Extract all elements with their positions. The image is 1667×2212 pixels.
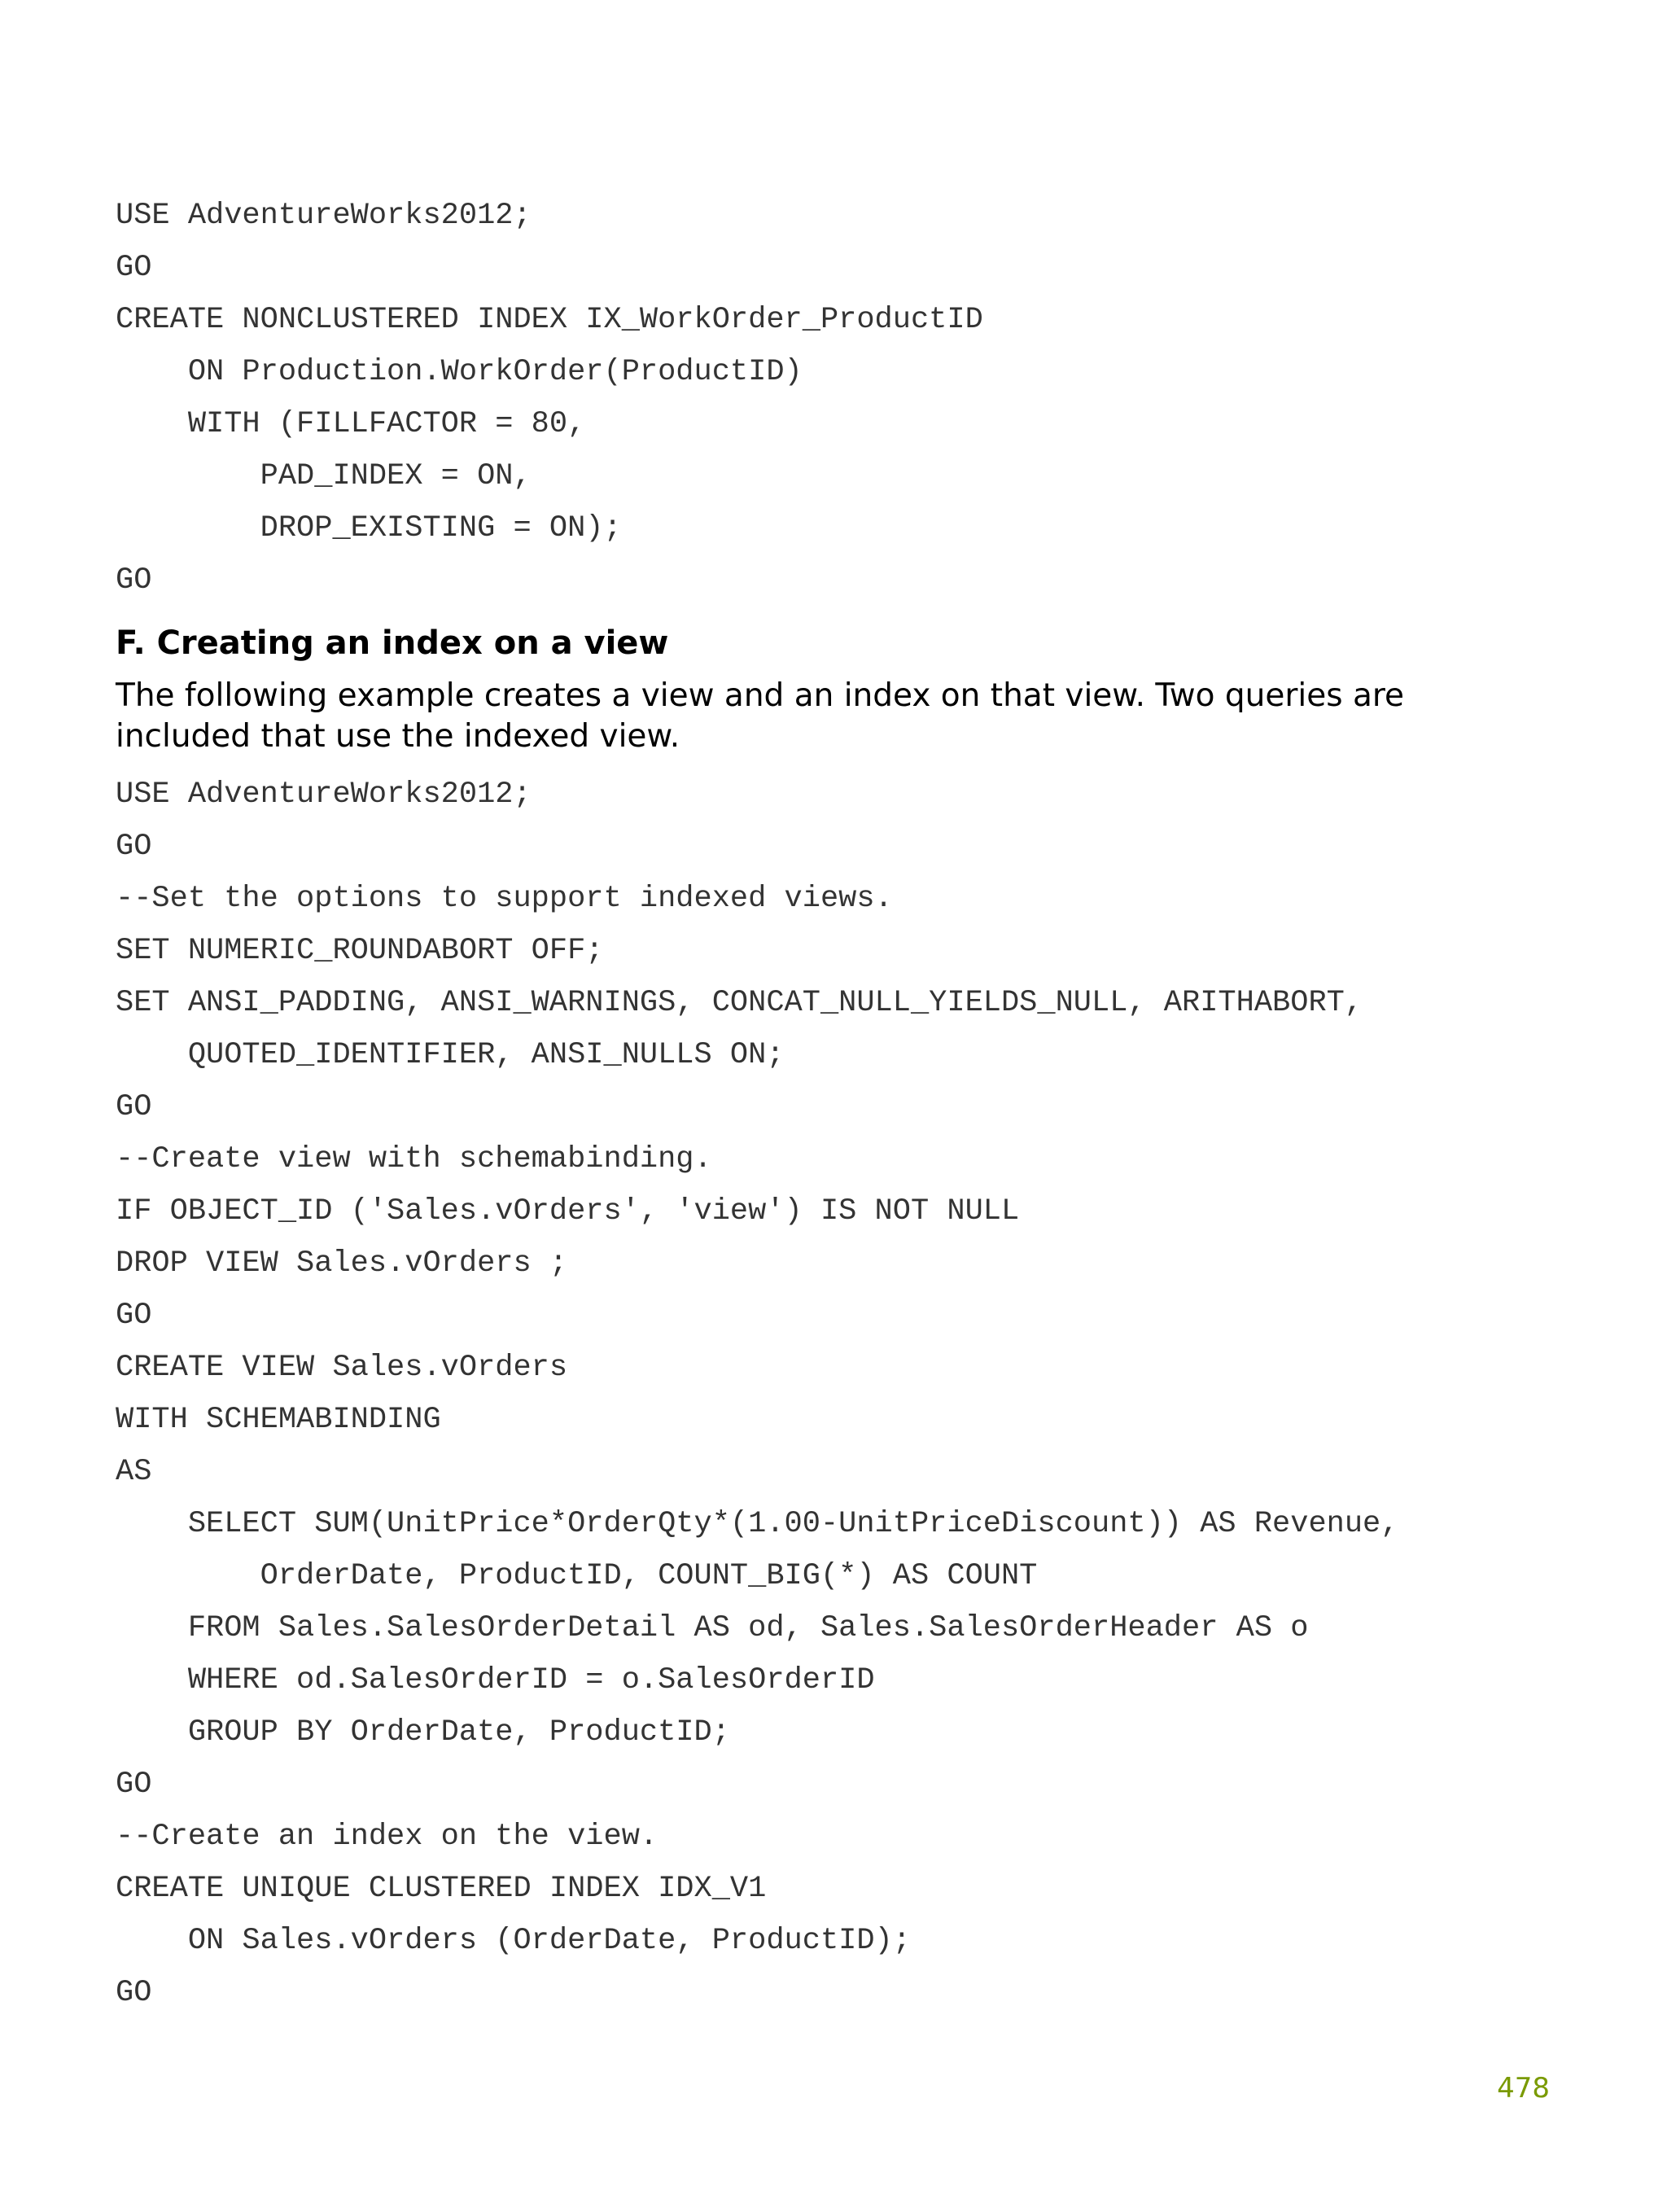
code-line: GO xyxy=(116,1767,152,1802)
code-line: SELECT SUM(UnitPrice*OrderQty*(1.00-UnitPriceDiscount)) AS Revenue, xyxy=(116,1507,1399,1541)
code-line: CREATE VIEW Sales.vOrders xyxy=(116,1351,568,1385)
page-number: 478 xyxy=(1497,2072,1550,2105)
code-line: GO xyxy=(116,563,152,598)
code-line: --Set the options to support indexed views. xyxy=(116,882,893,916)
section-paragraph: The following example creates a view and an index on that view. Two queries are included that use the indexed view. xyxy=(116,677,1405,755)
code-line: FROM Sales.SalesOrderDetail AS od, Sales.SalesOrderHeader AS o xyxy=(116,1611,1309,1645)
code-line: SET ANSI_PADDING, ANSI_WARNINGS, CONCAT_NULL_YIELDS_NULL, ARITHABORT, xyxy=(116,986,1363,1020)
code-block-create-nonclustered-index xyxy=(116,190,983,607)
code-line: DROP VIEW Sales.vOrders ; xyxy=(116,1246,568,1281)
code-block-indexed-view xyxy=(116,769,1398,2019)
code-line: QUOTED_IDENTIFIER, ANSI_NULLS ON; xyxy=(116,1038,785,1072)
code-line: GO xyxy=(116,1976,152,2010)
code-line: WITH (FILLFACTOR = 80, xyxy=(116,407,586,441)
code-line: GO xyxy=(116,251,152,285)
code-line: USE AdventureWorks2012; xyxy=(116,199,532,233)
code-line: ON Production.WorkOrder(ProductID) xyxy=(116,355,803,389)
code-line: GO xyxy=(116,1299,152,1333)
code-line: GROUP BY OrderDate, ProductID; xyxy=(116,1715,730,1750)
code-line: OrderDate, ProductID, COUNT_BIG(*) AS COUNT xyxy=(116,1559,1038,1593)
code-line: USE AdventureWorks2012; xyxy=(116,777,532,812)
code-line: DROP_EXISTING = ON); xyxy=(116,511,622,545)
section-heading: F. Creating an index on a view xyxy=(116,624,669,662)
code-line: CREATE NONCLUSTERED INDEX IX_WorkOrder_ProductID xyxy=(116,303,983,337)
code-line: ON Sales.vOrders (OrderDate, ProductID); xyxy=(116,1924,911,1958)
code-line: IF OBJECT_ID ('Sales.vOrders', 'view') IS NOT NULL xyxy=(116,1194,1020,1229)
code-line: AS xyxy=(116,1455,152,1489)
code-line: --Create an index on the view. xyxy=(116,1820,658,1854)
code-line: SET NUMERIC_ROUNDABORT OFF; xyxy=(116,934,604,968)
code-line: PAD_INDEX = ON, xyxy=(116,459,532,493)
code-line: GO xyxy=(116,1090,152,1124)
code-line: GO xyxy=(116,830,152,864)
code-line: WITH SCHEMABINDING xyxy=(116,1403,441,1437)
code-line: --Create view with schemabinding. xyxy=(116,1142,712,1176)
code-line: CREATE UNIQUE CLUSTERED INDEX IDX_V1 xyxy=(116,1872,767,1906)
code-line: WHERE od.SalesOrderID = o.SalesOrderID xyxy=(116,1663,875,1697)
